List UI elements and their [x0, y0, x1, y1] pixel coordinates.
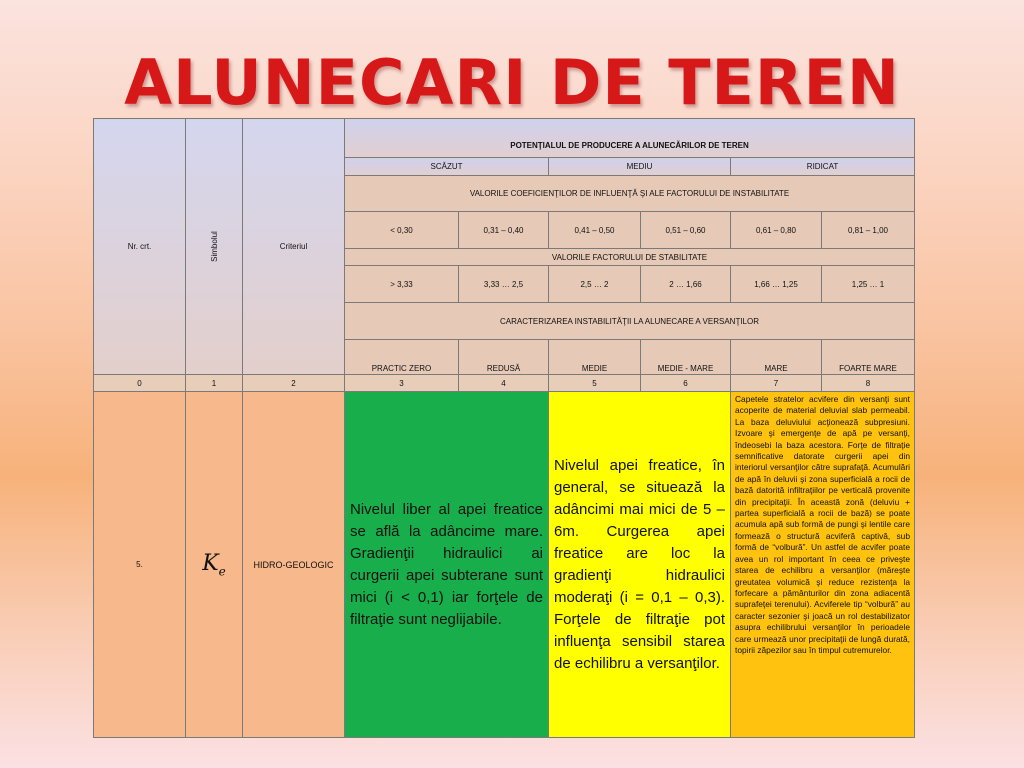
coef-value: 0,51 – 0,60 — [641, 212, 731, 249]
level-ridicat: RIDICAT — [731, 158, 915, 176]
column-number: 6 — [641, 375, 731, 392]
stab-value: 1,25 … 1 — [822, 266, 915, 303]
char-value: REDUSĂ — [459, 340, 549, 375]
coef-value: 0,31 – 0,40 — [459, 212, 549, 249]
column-number: 5 — [549, 375, 641, 392]
column-number: 8 — [822, 375, 915, 392]
header-simbolul — [186, 119, 243, 375]
stab-label: VALORILE FACTORULUI DE STABILITATE — [345, 249, 915, 266]
char-value: MEDIE - MARE — [641, 340, 731, 375]
char-value: MARE — [731, 340, 822, 375]
row-nr: 5. — [94, 392, 186, 738]
char-value: FOARTE MARE — [822, 340, 915, 375]
medium-potential-description: Nivelul apei freatice, în general, se situează la adâncimi mai mici de 5 – 6m. Curgerea apei freatice are loc la gradienţi hidraulici moderaţi (i = 0,1 – 0,3). Forţele de filtraţie pot influenţa sensibil starea de echilibru a versanţilor. — [549, 392, 731, 738]
char-label: CARACTERIZAREA INSTABILITĂŢII LA ALUNECARE A VERSANŢILOR — [345, 303, 915, 340]
column-number: 1 — [186, 375, 243, 392]
char-value: MEDIE — [549, 340, 641, 375]
header-nr-crt: Nr. crt. — [94, 119, 186, 375]
stab-value: 3,33 … 2,5 — [459, 266, 549, 303]
column-number: 0 — [94, 375, 186, 392]
header-potential-title: POTENŢIALUL DE PRODUCERE A ALUNECĂRILOR DE TEREN — [345, 119, 915, 158]
stab-value: > 3,33 — [345, 266, 459, 303]
stab-value: 2 … 1,66 — [641, 266, 731, 303]
coef-value: 0,41 – 0,50 — [549, 212, 641, 249]
stab-value: 2,5 … 2 — [549, 266, 641, 303]
header-simbolul-label: Simbolul — [209, 231, 219, 262]
char-value: PRACTIC ZERO — [345, 340, 459, 375]
high-potential-description: Capetele stratelor acvifere din versanţi sunt acoperite de material deluvial slab permeabil. La baza deluviului acţionează subpresiuni. Izvoare şi emergenţe de apă pe versanţi, îndeosebi la baza acestora. Forţe de filtraţie semnificative datorate curgerii apei din interiorul versanţilor către suprafaţă. Acumulări de apă în deluvii şi zona superficială a rocii de bază datorită infiltraţiilor pe verticală provenite din precipitaţii. În această zonă (deluviu + partea superficială a rocii de bază) se poate acumula apă sub formă de pungi şi lentile care formează o structură acviferă captivă, sub formă de “volbură”. Un astfel de acvifer poate avea un rol important în ceea ce priveşte starea de echilibru a versanţilor (măreşte greutatea volumică şi reduce rezistenţa la forfecare a pământurilor din zona adiacentă suprafeţei terenului). Acviferele tip “volbură” au caracter sezonier şi joacă un rol destabilizator asupra echilibrului versanţilor în perioadele care urmează unor precipitaţii de lungă durată, topirii zăpezilor sau în timpul cutremurelor. — [731, 392, 915, 738]
level-scazut: SCĂZUT — [345, 158, 549, 176]
coef-label: VALORILE COEFICIENŢILOR DE INFLUENŢĂ ŞI ALE FACTORULUI DE INSTABILITATE — [345, 176, 915, 212]
slide-title: ALUNECARI DE TEREN — [124, 46, 900, 119]
column-number: 3 — [345, 375, 459, 392]
low-potential-description: Nivelul liber al apei freatice se află la adâncime mare. Gradienţii hidraulici ai curgerii apei subterane sunt mici (i < 0,1) iar forţele de filtraţie sunt neglijabile. — [345, 392, 549, 738]
column-number: 2 — [243, 375, 345, 392]
coef-value: 0,81 – 1,00 — [822, 212, 915, 249]
level-mediu: MEDIU — [549, 158, 731, 176]
header-criteriul: Criteriul — [243, 119, 345, 375]
stab-value: 1,66 … 1,25 — [731, 266, 822, 303]
row-symbol — [186, 392, 243, 738]
column-number: 4 — [459, 375, 549, 392]
symbol-ke: $K_e$ — [202, 550, 226, 579]
landslide-potential-table — [93, 118, 915, 738]
coef-value: 0,61 – 0,80 — [731, 212, 822, 249]
row-criterion: HIDRO-GEOLOGIC — [243, 392, 345, 738]
coef-value: < 0,30 — [345, 212, 459, 249]
column-number: 7 — [731, 375, 822, 392]
